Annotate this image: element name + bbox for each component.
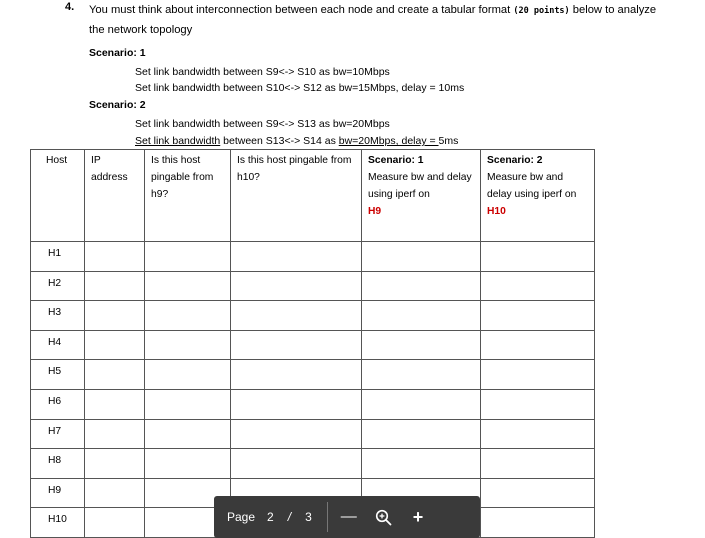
scenario-1-line-2: Set link bandwidth between S10<-> S12 as bw=15Mbps, delay = 10ms (135, 82, 465, 94)
table-row (31, 389, 595, 419)
table-body (31, 242, 595, 538)
empty-cell (85, 449, 145, 479)
header-scenario-1-host: H9 (368, 206, 382, 217)
empty-cell (362, 330, 481, 360)
empty-cell (231, 389, 362, 419)
table-row (31, 271, 595, 301)
header-scenario-2-host: H10 (487, 206, 506, 217)
empty-cell (145, 301, 231, 331)
empty-cell (85, 242, 145, 272)
question-text (89, 1, 669, 40)
empty-cell (362, 301, 481, 331)
header-ip-address: IP address (85, 150, 145, 242)
empty-cell (85, 360, 145, 390)
empty-cell (145, 330, 231, 360)
page-label: Page (227, 510, 256, 524)
question-text-before: You must think about interconnection between each node and create a tabular format (89, 4, 514, 16)
zoom-magnifier-icon[interactable] (375, 508, 393, 526)
host-cell: H7 (31, 419, 85, 449)
zoom-in-button[interactable]: + (412, 507, 424, 527)
empty-cell (481, 271, 595, 301)
empty-cell (145, 449, 231, 479)
empty-cell (362, 389, 481, 419)
empty-cell (231, 271, 362, 301)
table-row (31, 419, 595, 449)
total-pages: 3 (305, 510, 312, 524)
question-number: 4. (65, 1, 75, 13)
empty-cell (145, 389, 231, 419)
header-scenario-2 (481, 150, 595, 242)
host-cell: H10 (31, 508, 85, 538)
empty-cell (481, 419, 595, 449)
empty-cell (85, 271, 145, 301)
empty-cell (362, 449, 481, 479)
empty-cell (481, 389, 595, 419)
empty-cell (231, 419, 362, 449)
empty-cell (481, 242, 595, 272)
scenario-2-line-2-a: Set link bandwidth (135, 135, 221, 147)
table-row (31, 330, 595, 360)
host-cell: H8 (31, 449, 85, 479)
empty-cell (362, 419, 481, 449)
host-cell: H3 (31, 301, 85, 331)
empty-cell (85, 508, 145, 538)
header-scenario-2-body: Measure bw and delay using iperf on (487, 172, 577, 200)
question-points: (20 points) (513, 6, 570, 16)
page-navigation-toolbar (214, 496, 480, 538)
table-row (31, 449, 595, 479)
empty-cell (145, 419, 231, 449)
empty-cell (145, 242, 231, 272)
header-scenario-1-body: Measure bw and delay using iperf on (368, 172, 472, 200)
empty-cell (231, 301, 362, 331)
empty-cell (362, 242, 481, 272)
scenario-2-line-2-d: 5ms (438, 135, 459, 147)
scenario-1-line-1: Set link bandwidth between S9<-> S10 as bw=10Mbps (135, 66, 390, 78)
header-scenario-1 (362, 150, 481, 242)
current-page-number[interactable]: 2 (267, 510, 274, 524)
table-row (31, 242, 595, 272)
table-header-row (31, 150, 595, 242)
table-row (31, 360, 595, 390)
empty-cell (85, 330, 145, 360)
topology-table (30, 149, 595, 538)
host-cell: H1 (31, 242, 85, 272)
empty-cell (231, 242, 362, 272)
zoom-out-button[interactable]: — (340, 508, 357, 525)
host-cell: H4 (31, 330, 85, 360)
empty-cell (481, 360, 595, 390)
empty-cell (85, 419, 145, 449)
toolbar-divider (327, 502, 328, 532)
host-cell: H5 (31, 360, 85, 390)
scenario-2-line-1: Set link bandwidth between S9<-> S13 as bw=20Mbps (135, 118, 390, 130)
empty-cell (145, 271, 231, 301)
header-pingable-h10: Is this host pingable from h10? (231, 150, 362, 242)
empty-cell (481, 330, 595, 360)
empty-cell (85, 301, 145, 331)
scenario-2-line-2-b: between S13<-> S14 as (220, 135, 339, 147)
empty-cell (362, 271, 481, 301)
empty-cell (362, 360, 481, 390)
empty-cell (481, 508, 595, 538)
header-scenario-1-title: Scenario: 1 (368, 155, 424, 166)
header-host: Host (31, 150, 85, 242)
question-text-after: below to analyze the network topology (89, 4, 657, 36)
scenario-2-line-2-c: bw=20Mbps, delay = (338, 135, 439, 147)
empty-cell (481, 478, 595, 508)
empty-cell (481, 301, 595, 331)
host-cell: H2 (31, 271, 85, 301)
empty-cell (481, 449, 595, 479)
host-cell: H9 (31, 478, 85, 508)
host-cell: H6 (31, 389, 85, 419)
empty-cell (145, 360, 231, 390)
scenario-2-line-2 (135, 135, 458, 147)
empty-cell (85, 478, 145, 508)
table-row (31, 301, 595, 331)
header-pingable-h9: Is this host pingable from h9? (145, 150, 231, 242)
empty-cell (85, 389, 145, 419)
page-separator: / (287, 510, 292, 524)
empty-cell (231, 360, 362, 390)
scenario-1-heading: Scenario: 1 (89, 47, 146, 59)
empty-cell (231, 330, 362, 360)
empty-cell (231, 449, 362, 479)
header-scenario-2-title: Scenario: 2 (487, 155, 543, 166)
scenario-2-heading: Scenario: 2 (89, 99, 146, 111)
